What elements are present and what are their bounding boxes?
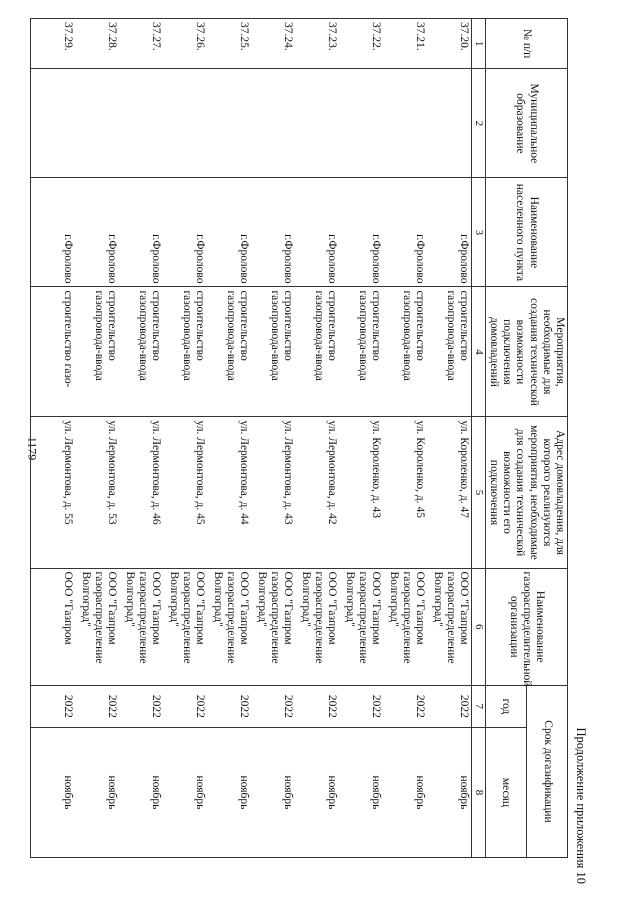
row-municipality <box>427 69 472 178</box>
row-address: ул. Лермонтова, д. 44 <box>207 417 251 568</box>
row-month: ноябрь <box>207 727 251 857</box>
row-measure: строительство газопровода-ввода <box>119 287 163 417</box>
row-settlement: г.Фролово <box>75 178 119 287</box>
header-num: № п/п <box>485 19 567 69</box>
rotated-document <box>52 18 592 888</box>
row-address: ул. Лермонтова, д. 55 <box>31 417 76 568</box>
row-measure: строительство газопровода-ввода <box>207 287 251 417</box>
row-measure: строительство газопровода-ввода <box>75 287 119 417</box>
table-row <box>75 19 119 858</box>
row-municipality <box>31 69 76 178</box>
row-number: 37.25. <box>207 19 251 69</box>
row-year: 2022 <box>163 685 207 727</box>
gasification-table <box>30 18 568 858</box>
row-address: ул. Короленко, д. 43 <box>339 417 383 568</box>
row-settlement: г.Фролово <box>207 178 251 287</box>
row-address: ул. Лермонтова, д. 53 <box>75 417 119 568</box>
row-settlement: г.Фролово <box>163 178 207 287</box>
row-gas-org: ООО "Газпром газораспределение Волгоград" <box>383 568 427 685</box>
header-deadline: Срок догазификации <box>526 685 567 857</box>
row-municipality <box>75 69 119 178</box>
row-address: ул. Лермонтова, д. 43 <box>251 417 295 568</box>
row-measure: строительство газопровода-ввода <box>427 287 472 417</box>
row-number: 37.23. <box>295 19 339 69</box>
header-municipality: Муниципальное образование <box>485 69 567 178</box>
column-number: 8 <box>472 727 486 857</box>
row-month: ноябрь <box>163 727 207 857</box>
row-month: ноябрь <box>75 727 119 857</box>
row-month: ноябрь <box>427 727 472 857</box>
row-measure: строительство газопровода-ввода <box>383 287 427 417</box>
table-row <box>31 19 76 858</box>
header-measures: Мероприятия, необходимые для создания технической возможности подключения домовладений <box>485 287 567 417</box>
row-month: ноябрь <box>31 727 76 857</box>
row-month: ноябрь <box>119 727 163 857</box>
row-year: 2022 <box>295 685 339 727</box>
row-gas-org: ООО "Газпром газораспределение Волгоград" <box>251 568 295 685</box>
row-measure: строительство газопровода-ввода <box>295 287 339 417</box>
row-year: 2022 <box>427 685 472 727</box>
column-number: 1 <box>472 19 486 69</box>
row-address: ул. Лермонтова, д. 42 <box>295 417 339 568</box>
table-row <box>119 19 163 858</box>
row-measure: строительство газопровода-ввода <box>163 287 207 417</box>
page-number: 1179 <box>25 436 40 461</box>
column-number: 6 <box>472 568 486 685</box>
row-month: ноябрь <box>251 727 295 857</box>
row-year: 2022 <box>383 685 427 727</box>
row-year: 2022 <box>31 685 76 727</box>
row-address: ул. Лермонтова, д. 46 <box>119 417 163 568</box>
row-gas-org: ООО "Газпром газораспределение Волгоград" <box>119 568 163 685</box>
table-row <box>427 19 472 858</box>
row-gas-org: ООО "Газпром газораспределение Волгоград" <box>427 568 472 685</box>
row-municipality <box>383 69 427 178</box>
row-gas-org: ООО "Газпром газораспределение Волгоград" <box>163 568 207 685</box>
row-number: 37.20. <box>427 19 472 69</box>
row-month: ноябрь <box>339 727 383 857</box>
row-settlement: г.Фролово <box>251 178 295 287</box>
appendix-label: Продолжение приложения 10 <box>574 727 588 884</box>
column-number: 5 <box>472 417 486 568</box>
table-row <box>207 19 251 858</box>
row-year: 2022 <box>75 685 119 727</box>
row-number: 37.26. <box>163 19 207 69</box>
header-month: месяц <box>485 727 526 857</box>
row-settlement: г.Фролово <box>339 178 383 287</box>
header-year: год <box>485 685 526 727</box>
column-numbers-row <box>472 19 486 858</box>
row-number: 37.24. <box>251 19 295 69</box>
row-gas-org: ООО "Газпром газораспределение Волгоград" <box>339 568 383 685</box>
row-address: ул. Короленко, д. 47 <box>427 417 472 568</box>
row-gas-org: ООО "Газпром газораспределение Волгоград" <box>295 568 339 685</box>
row-municipality <box>339 69 383 178</box>
row-measure: строительство газопровода-ввода <box>251 287 295 417</box>
row-address: ул. Лермонтова, д. 45 <box>163 417 207 568</box>
column-number: 2 <box>472 69 486 178</box>
row-number: 37.27. <box>119 19 163 69</box>
header-settlement: Наименование населенного пункта <box>485 178 567 287</box>
row-month: ноябрь <box>383 727 427 857</box>
column-number: 4 <box>472 287 486 417</box>
row-number: 37.22. <box>339 19 383 69</box>
row-number: 37.28. <box>75 19 119 69</box>
row-municipality <box>295 69 339 178</box>
table-row <box>295 19 339 858</box>
row-gas-org: ООО "Газпром газораспределение Волгоград" <box>75 568 119 685</box>
column-number: 3 <box>472 178 486 287</box>
row-gas-org: ООО "Газпром газораспределение Волгоград" <box>207 568 251 685</box>
header-address: Адрес домовладения, для которого реализуются мероприятия, необходимые для создания технической возможности его подключения <box>485 417 567 568</box>
row-settlement: г.Фролово <box>119 178 163 287</box>
row-number: 37.29. <box>31 19 76 69</box>
row-municipality <box>207 69 251 178</box>
row-measure: строительство газопровода-ввода <box>339 287 383 417</box>
header-gas-org: Наименование газораспределительной организации <box>485 568 567 685</box>
row-year: 2022 <box>207 685 251 727</box>
table-row <box>383 19 427 858</box>
column-number: 7 <box>472 685 486 727</box>
row-gas-org: ООО "Газпром <box>31 568 76 685</box>
row-settlement: г.Фролово <box>383 178 427 287</box>
row-settlement: г.Фролово <box>295 178 339 287</box>
row-address: ул. Короленко, д. 45 <box>383 417 427 568</box>
table-row <box>163 19 207 858</box>
table-row <box>339 19 383 858</box>
row-year: 2022 <box>339 685 383 727</box>
row-year: 2022 <box>251 685 295 727</box>
row-measure: строительство газо- <box>31 287 76 417</box>
row-municipality <box>251 69 295 178</box>
table-row <box>251 19 295 858</box>
row-municipality <box>163 69 207 178</box>
row-settlement: г.Фролово <box>427 178 472 287</box>
row-number: 37.21. <box>383 19 427 69</box>
row-month: ноябрь <box>295 727 339 857</box>
row-municipality <box>119 69 163 178</box>
row-year: 2022 <box>119 685 163 727</box>
row-settlement: г.Фролово <box>31 178 76 287</box>
